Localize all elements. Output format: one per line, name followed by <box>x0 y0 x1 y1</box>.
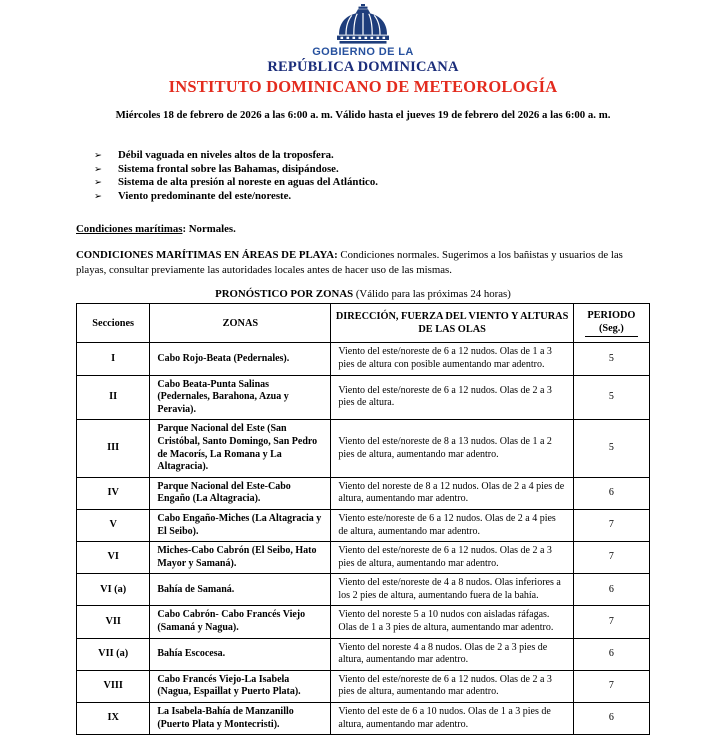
period-unit-label: (Seg.) <box>585 322 638 337</box>
table-row <box>77 574 650 606</box>
section-cell: I <box>77 343 150 375</box>
forecast-table-title <box>76 288 650 300</box>
synopsis-item <box>94 176 650 190</box>
table-row <box>77 542 650 574</box>
forecast-table <box>76 303 650 735</box>
section-cell: IV <box>77 477 150 509</box>
wind-cell: Viento del este de 6 a 10 nudos. Olas de 1 a 3 pies de altura, aumentando mar adentro. <box>331 703 573 735</box>
zone-cell: Bahía de Samaná. <box>150 574 331 606</box>
maritime-conditions-label: Condiciones marítimas <box>76 223 183 236</box>
column-header-zones: ZONAS <box>150 304 331 343</box>
table-row <box>77 375 650 420</box>
synopsis-item <box>94 163 650 177</box>
zone-cell: Parque Nacional del Este (San Cristóbal, Santo Domingo, San Pedro de Macorís, La Romana y La Altagracia). <box>150 420 331 477</box>
table-row <box>77 703 650 735</box>
section-cell: II <box>77 375 150 420</box>
synopsis-item <box>94 149 650 163</box>
zone-cell: Bahía Escocesa. <box>150 638 331 670</box>
arrow-bullet-icon: ➢ <box>94 190 102 202</box>
table-row <box>77 509 650 541</box>
wind-cell: Viento del este/noreste de 8 a 13 nudos. Olas de 1 a 2 pies de altura, aumentando mar adentro. <box>331 420 573 477</box>
wind-cell: Viento del noreste de 8 a 12 nudos. Olas de 2 a 4 pies de altura, aumentando mar adentro. <box>331 477 573 509</box>
column-header-period <box>573 304 649 343</box>
table-row <box>77 420 650 477</box>
beach-conditions-text: Condiciones normales. Sugerimos a los bañistas y usuarios de las playas, consultar previamente las autoridades locales antes de hacer uso de las mismas. <box>76 249 623 276</box>
wind-cell: Viento del este/noreste de 4 a 8 nudos. Olas inferiores a los 2 pies de altura, aumentando fuera de la bahía. <box>331 574 573 606</box>
gobierno-line: GOBIERNO DE LA <box>312 46 414 58</box>
forecast-title-subtitle: (Válido para las próximas 24 horas) <box>353 288 511 301</box>
section-cell: IX <box>77 703 150 735</box>
period-cell: 5 <box>573 420 649 477</box>
wind-cell: Viento del este/noreste de 6 a 12 nudos. Olas de 2 a 3 pies de altura, aumentando mar adentro. <box>331 670 573 702</box>
column-header-wind: DIRECCIÓN, FUERZA DEL VIENTO Y ALTURAS DE LAS OLAS <box>331 304 573 343</box>
period-cell: 7 <box>573 542 649 574</box>
instituto-title: INSTITUTO DOMINICANO DE METEOROLOGÍA <box>168 77 558 96</box>
section-cell: III <box>77 420 150 477</box>
column-header-sections: Secciones <box>77 304 150 343</box>
zone-cell: Cabo Beata-Punta Salinas (Pedernales, Barahona, Azua y Peravia). <box>150 375 331 420</box>
zone-cell: Parque Nacional del Este-Cabo Engaño (La Altagracia). <box>150 477 331 509</box>
beach-conditions-paragraph <box>76 248 650 277</box>
wind-cell: Viento del noreste 4 a 8 nudos. Olas de 2 a 3 pies de altura, aumentando mar adentro. <box>331 638 573 670</box>
table-row <box>77 606 650 638</box>
forecast-title-text: PRONÓSTICO POR ZONAS <box>215 288 354 301</box>
synopsis-text: Débil vaguada en niveles altos de la troposfera. <box>118 149 334 161</box>
arrow-bullet-icon: ➢ <box>94 163 102 175</box>
validity-line: Miércoles 18 de febrero de 2026 a las 6:00 a. m. Válido hasta el jueves 19 de febrero del 2026 a las 6:00 a. m. <box>115 109 611 121</box>
section-cell: V <box>77 509 150 541</box>
synopsis-item <box>94 190 650 204</box>
table-row <box>77 638 650 670</box>
wind-cell: Viento del este/noreste de 6 a 12 nudos. Olas de 1 a 3 pies de altura con posible aumentando mar adentro. <box>331 343 573 375</box>
period-cell: 6 <box>573 638 649 670</box>
wind-cell: Viento del este/noreste de 6 a 12 nudos. Olas de 2 a 3 pies de altura, aumentando mar adentro. <box>331 542 573 574</box>
zone-cell: Cabo Cabrón- Cabo Francés Viejo (Samaná y Nagua). <box>150 606 331 638</box>
zone-cell: Cabo Francés Viejo-La Isabela (Nagua, Espaillat y Puerto Plata). <box>150 670 331 702</box>
wind-cell: Viento este/noreste de 6 a 12 nudos. Olas de 2 a 4 pies de altura, aumentando mar adentro. <box>331 509 573 541</box>
period-cell: 5 <box>573 343 649 375</box>
section-cell: VIII <box>77 670 150 702</box>
maritime-conditions-value: : Normales. <box>182 223 236 236</box>
synopsis-text: Sistema frontal sobre las Bahamas, disipándose. <box>118 162 339 175</box>
section-cell: VI (a) <box>77 574 150 606</box>
maritime-conditions-line <box>76 223 650 235</box>
table-row <box>77 343 650 375</box>
synopsis-text: Sistema de alta presión al noreste en aguas del Atlántico. <box>118 176 378 189</box>
table-row <box>77 477 650 509</box>
synopsis-list <box>94 149 650 203</box>
period-cell: 6 <box>573 574 649 606</box>
beach-conditions-label: CONDICIONES MARÍTIMAS EN ÁREAS DE PLAYA: <box>76 249 338 262</box>
document-header <box>76 4 650 97</box>
period-cell: 7 <box>573 509 649 541</box>
synopsis-text: Viento predominante del este/noreste. <box>118 189 292 202</box>
zone-cell: La Isabela-Bahía de Manzanillo (Puerto Plata y Montecristi). <box>150 703 331 735</box>
period-cell: 6 <box>573 703 649 735</box>
period-cell: 7 <box>573 606 649 638</box>
period-cell: 7 <box>573 670 649 702</box>
table-header-row <box>77 304 650 343</box>
republica-title: REPÚBLICA DOMINICANA <box>267 59 459 75</box>
section-cell: VII <box>77 606 150 638</box>
period-cell: 5 <box>573 375 649 420</box>
section-cell: VI <box>77 542 150 574</box>
wind-cell: Viento del noreste 5 a 10 nudos con aisladas ráfagas. Olas de 1 a 3 pies de altura, aumentando mar adentro. <box>331 606 573 638</box>
period-cell: 6 <box>573 477 649 509</box>
zone-cell: Cabo Engaño-Miches (La Altagracia y El Seibo). <box>150 509 331 541</box>
zone-cell: Cabo Rojo-Beata (Pedernales). <box>150 343 331 375</box>
zone-cell: Miches-Cabo Cabrón (El Seibo, Hato Mayor y Samaná). <box>150 542 331 574</box>
arrow-bullet-icon: ➢ <box>94 150 102 161</box>
period-label: PERIODO <box>587 310 636 322</box>
section-cell: VII (a) <box>77 638 150 670</box>
government-dome-logo-icon <box>336 4 390 45</box>
table-row <box>77 670 650 702</box>
wind-cell: Viento del este/noreste de 6 a 12 nudos. Olas de 2 a 3 pies de altura. <box>331 375 573 420</box>
arrow-bullet-icon: ➢ <box>94 177 102 189</box>
